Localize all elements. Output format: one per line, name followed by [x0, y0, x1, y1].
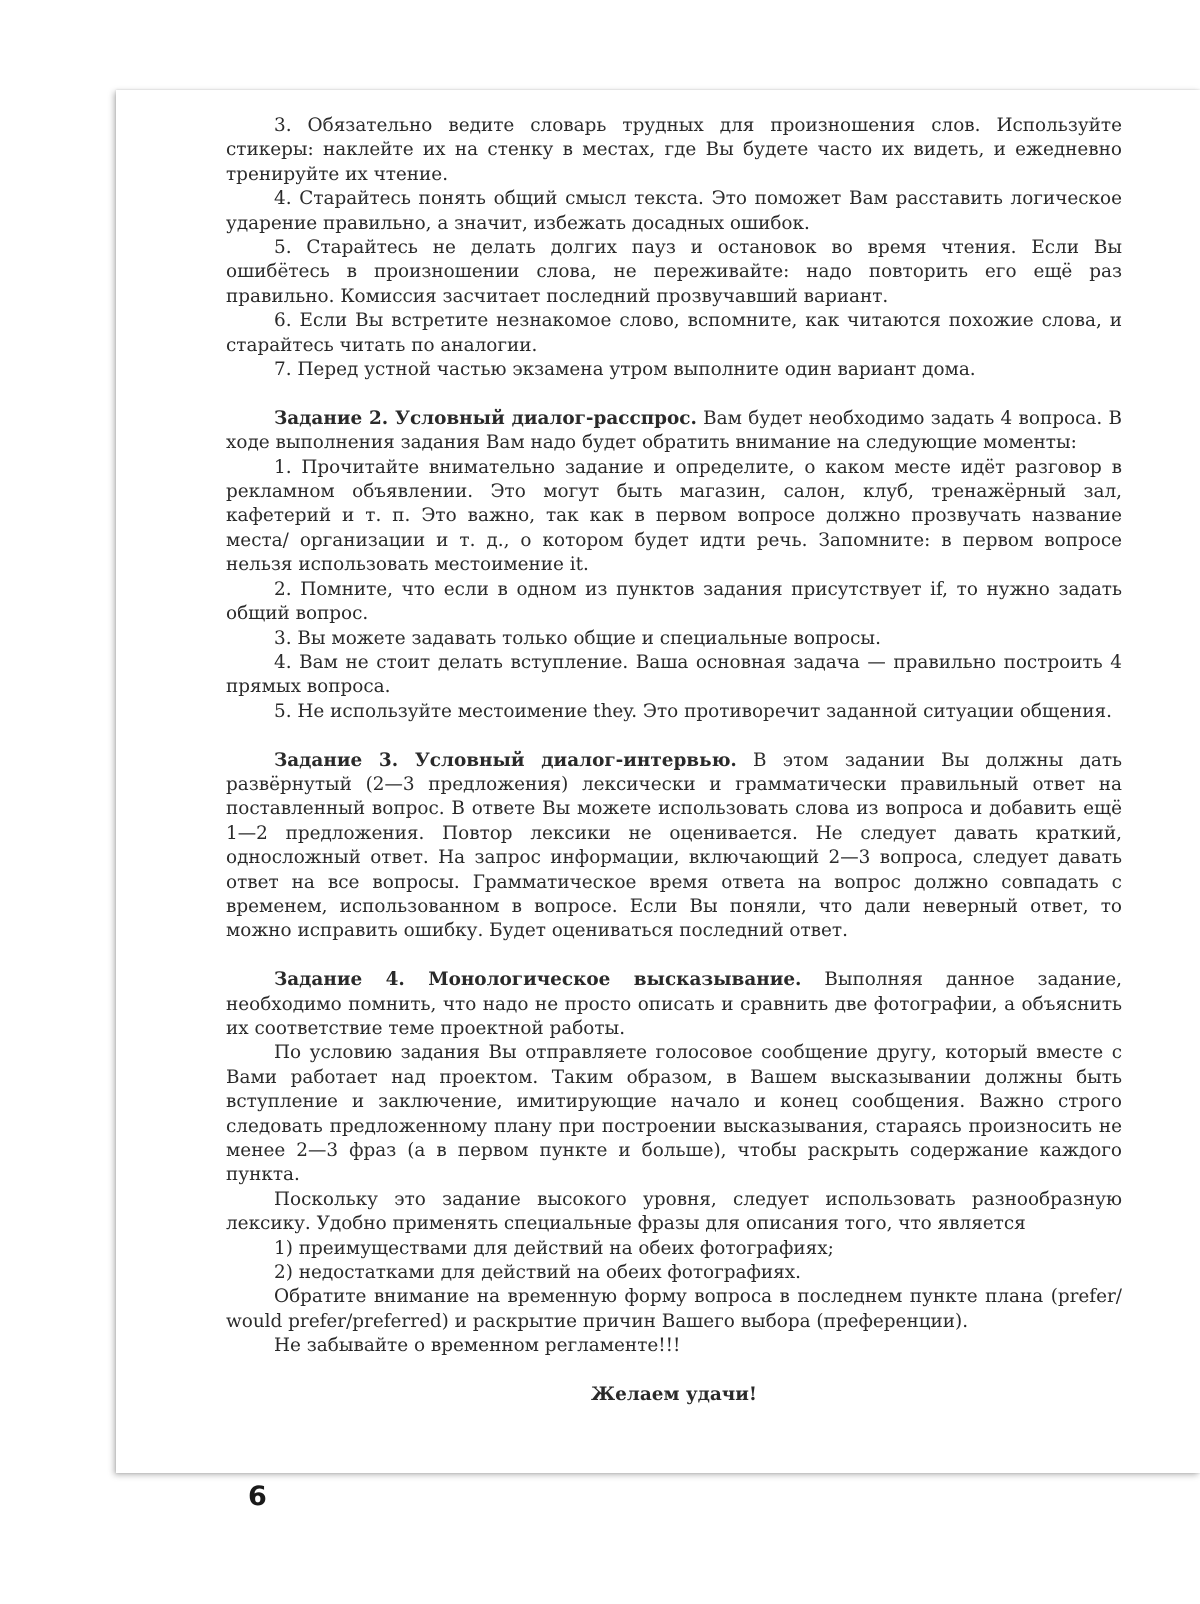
task-4-list-item-2: 2) недостатками для действий на обеих фотографиях.	[274, 1262, 801, 1284]
s1-item-3: 3. Обязательно ведите словарь трудных для произношения слов. Используйте стикеры: наклейте их на стенку в местах, где Вы будете часто их видеть, и ежедневно тренируйте их чтение.	[226, 115, 1122, 185]
task-2-heading: Задание 2. Условный диалог-расспрос.	[274, 407, 697, 429]
s1-item-4: 4. Старайтесь понять общий смысл текста. Это поможет Вам расставить логическое ударение правильно, а значит, избежать досадных ошибок.	[226, 188, 1122, 234]
task-2-intro-paragraph	[226, 407, 1122, 456]
page-content	[226, 114, 1122, 1407]
s1-item-7: 7. Перед устной частью экзамена утром выполните один вариант дома.	[274, 359, 976, 381]
task-2-item-2: 2. Помните, что если в одном из пунктов задания присутствует if, то нужно задать общий вопрос.	[226, 578, 1122, 625]
task-4-intro: Выполняя данное задание, необходимо помнить, что надо не просто описать и сравнить две фотографии, а объяснить их соответствие теме проектной работы.	[226, 969, 1123, 1039]
task-4-paragraph-2: Поскольку это задание высокого уровня, следует использовать разнообразную лексику. Удобно применять специальные фразы для описания того, что является	[226, 1188, 1122, 1235]
page-number: 6	[248, 1481, 267, 1512]
task-2-item-4: 4. Вам не стоит делать вступление. Ваша основная задача — правильно построить 4 прямых вопроса.	[226, 651, 1122, 698]
task-2-item-1: 1. Прочитайте внимательно задание и определите, о каком месте идёт разговор в рекламном объявлении. Это могут быть магазин, салон, клуб, тренажёрный зал, кафетерий и т. п. Это важно, так как в первом вопросе должно прозвучать название места/ организации и т. д., о котором будет идти речь. Запомните: в первом вопросе нельзя использовать местоимение it.	[226, 456, 1122, 576]
task-3-paragraph	[226, 749, 1122, 944]
task-3-heading: Задание 3. Условный диалог-интервью.	[274, 749, 737, 771]
task-3-text: В этом задании Вы должны дать развёрнутый (2—3 предложения) лексически и грамматически правильный ответ на поставленный вопрос. В ответе Вы можете использовать слова из вопроса и добавить ещё 1—2 предложения. Повтор лексики не оценивается. Не следует давать краткий, односложный ответ. На запрос информации, включающий 2—3 вопроса, следует давать ответ на все вопросы. Грамматическое время ответа на вопрос должно совпадать с временем, использованном в вопросе. Если Вы поняли, что дали неверный ответ, то можно исправить ошибку. Будет оцениваться последний ответ.	[226, 749, 1123, 942]
task-4-heading: Задание 4. Монологическое высказывание.	[274, 969, 802, 991]
s1-item-6: 6. Если Вы встретите незнакомое слово, вспомните, как читаются похожие слова, и старайтесь читать по аналогии.	[226, 310, 1122, 356]
task-2-item-5: 5. Не используйте местоимение they. Это противоречит заданной ситуации общения.	[274, 700, 1112, 722]
task-4-paragraph-1: По условию задания Вы отправляете голосовое сообщение другу, который вместе с Вами работает над проектом. Таким образом, в Вашем высказывании должны быть вступление и заключение, имитирующие начало и конец сообщения. Важно строго следовать предложенному плану при построении высказывания, стараясь произносить не менее 2—3 фраз (а в первом пункте и больше), чтобы раскрыть содержание каждого пункта.	[226, 1042, 1122, 1186]
task-4-paragraph-3: Обратите внимание на временную форму вопроса в последнем пункте плана (prefer/ would prefer/preferred) и раскрытие причин Вашего выбора (преференции).	[226, 1286, 1122, 1332]
task-2-intro: Вам будет необходимо задать 4 вопроса. В ходе выполнения задания Вам надо будет обратить внимание на следующие моменты:	[226, 407, 1122, 454]
task-4-paragraph-4: Не забывайте о временном регламенте!!!	[274, 1335, 681, 1357]
task-2-item-3: 3. Вы можете задавать только общие и специальные вопросы.	[274, 627, 881, 649]
task-4-list-item-1: 1) преимуществами для действий на обеих фотографиях;	[274, 1237, 834, 1259]
task-4-intro-paragraph	[226, 968, 1122, 1041]
closing-wish: Желаем удачи!	[591, 1383, 757, 1405]
s1-item-5: 5. Старайтесь не делать долгих пауз и остановок во время чтения. Если Вы ошибётесь в произношении слова, не переживайте: надо повторить его ещё раз правильно. Комиссия засчитает последний прозвучавший вариант.	[226, 237, 1122, 307]
